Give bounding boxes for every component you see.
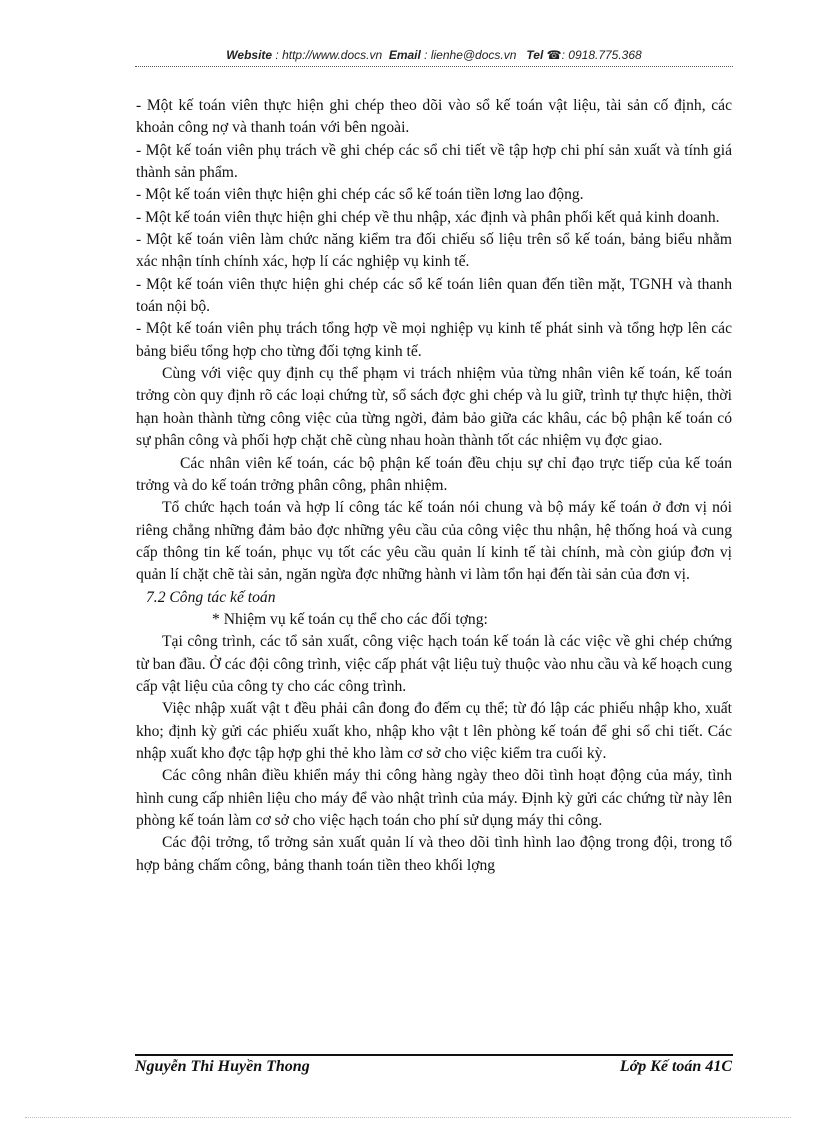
footer-class: Lớp Kế toán 41C [619,1058,732,1075]
phone-icon: ☎ [546,48,562,62]
document-body [136,95,732,877]
paragraph: - Một kế toán viên làm chức năng kiểm tra đối chiếu số liệu trên sổ kế toán, bảng biểu nhằm xác nhận tính chính xác, hợp lí các nghiệp vụ kinh tế. [136,231,732,271]
paragraph: Các đội trởng, tổ trởng sản xuất quản lí và theo dõi tình hình lao động trong đội, trong tổ hợp bảng chấm công, bảng thanh toán tiền theo khối lợng [136,834,732,874]
footer-author: Nguyễn Thi Huyền Thong [135,1058,310,1075]
paragraph: Tại công trình, các tổ sản xuất, công việc hạch toán kế toán là các việc về ghi chép chứng từ ban đầu. Ở các đội công trình, việc cấp phát vật liệu tuỳ thuộc vào nhu cầu và kế hoạch cung cấp vật liệu của công ty cho các công trình. [136,633,732,695]
paragraph: - Một kế toán viên phụ trách về ghi chép các sổ chi tiết về tập hợp chi phí sản xuất và tính giá thành sản phẩm. [136,141,732,182]
header-divider [135,66,733,67]
website-url[interactable]: : http://www.docs.vn [275,48,383,62]
paragraph: Các nhân viên kế toán, các bộ phận kế toán đều chịu sự chỉ đạo trực tiếp của kế toán trởng và do kế toán trởng phân công, phân nhiệm. [136,454,732,494]
paragraph: Các công nhân điều khiển máy thi công hàng ngày theo dõi tình hoạt động của máy, tình hình cung cấp nhiên liệu cho máy để vào nhật trình của máy. Định kỳ gửi các chứng từ này lên phòng kế toán làm cơ sở cho việc hạch toán cho phí sử dụng máy thi công. [136,767,732,829]
paragraph: - Một kế toán viên thực hiện ghi chép theo dõi vào sổ kế toán vật liệu, tài sản cố định, các khoản công nợ và thanh toán với bên ngoài. [136,97,732,137]
section-heading: 7.2 Công tác kế toán [146,588,276,606]
paragraph: - Một kế toán viên thực hiện ghi chép các sổ kế toán tiền lơng lao động. [136,186,584,204]
website-label: Website [226,48,273,62]
page-header [135,48,733,62]
paragraph: - Một kế toán viên phụ trách tổng hợp về mọi nghiệp vụ kinh tế phát sinh và tổng hợp lên các bảng biểu tổng hợp cho từng đối tợng kinh tế. [136,320,732,360]
paragraph: Cùng với việc quy định cụ thể phạm vi trách nhiệm vủa từng nhân viên kế toán, kế toán trởng còn quy định rõ các loại chứng từ, sổ sách đợc ghi chép và lu giữ, trình tự thực hiện, thời hạn hoàn thành từng công việc của từng ngời, đảm bảo giữa các khâu, các bộ phận kế toán có sự phân công và phối hợp chặt chẽ cùng nhau hoàn thành tốt các nhiệm vụ đợc giao. [136,365,732,450]
subheading: * Nhiệm vụ kế toán cụ thể cho các đối tợng: [212,610,488,628]
paragraph: - Một kế toán viên thực hiện ghi chép về thu nhập, xác định và phân phối kết quả kinh doanh. [136,208,720,226]
email-label: Email [388,48,421,62]
page-bottom-border [25,1117,791,1118]
paragraph: Tổ chức hạch toán và hợp lí công tác kế toán nói chung và bộ máy kế toán ở đơn vị nói riêng chẳng những đảm bảo đợc những yêu cầu của công việc thu nhận, hệ thống hoá và cung cấp thông tin kế toán, phục vụ tốt các yêu cầu quản lí kinh tế tài chính, mà còn giúp đơn vị quản lí chặt chẽ tài sản, ngăn ngừa đợc những hành vi làm tổn hại đến tài sản của đơn vị. [136,499,732,584]
paragraph: - Một kế toán viên thực hiện ghi chép các sổ kế toán liên quan đến tiền mặt, TGNH và thanh toán nội bộ. [136,275,732,316]
tel-value: : 0918.775.368 [561,48,642,62]
email-value[interactable]: : lienhe@docs.vn [424,48,517,62]
paragraph: Việc nhập xuất vật t đều phải cân đong đo đếm cụ thể; từ đó lập các phiếu nhập kho, xuất kho; định kỳ gửi các phiếu xuất kho, nhập kho vật t lên phòng kế toán để ghi sổ chi tiết. Các nhập xuất kho đợc tập hợp ghi thẻ kho làm cơ sở cho việc kiểm tra cuối kỳ. [136,700,732,762]
tel-label: Tel [526,48,544,62]
footer-divider [135,1054,733,1056]
